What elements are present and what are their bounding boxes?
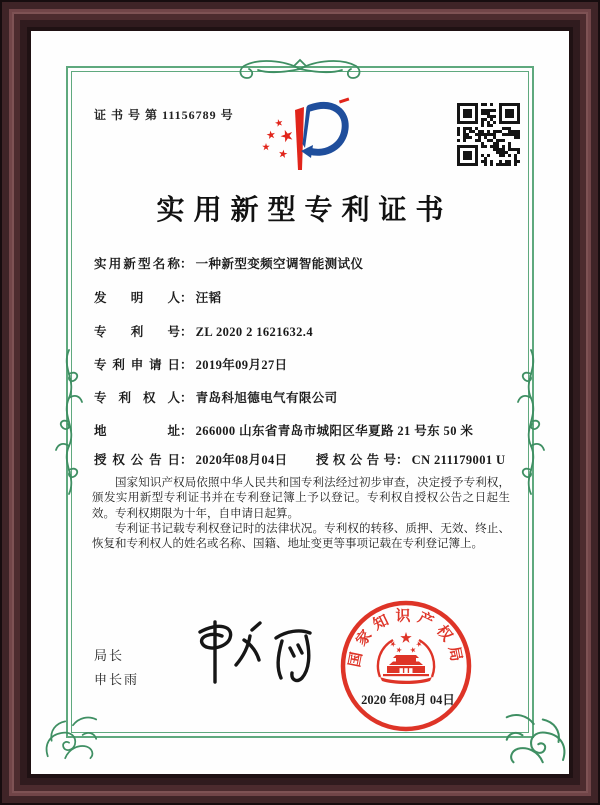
signer-title: 局长 <box>94 648 125 663</box>
field-row-filing-date <box>94 355 512 373</box>
field-label: 授权公告日 <box>94 453 180 467</box>
grant-number-group <box>316 450 505 468</box>
field-row-grant <box>94 450 512 468</box>
field-colon: ： <box>180 453 193 467</box>
official-seal <box>334 594 478 738</box>
field-label: 专利申请日 <box>94 358 180 372</box>
field-value: CN 211179001 U <box>411 453 506 467</box>
seal-date: 2020 年08月 04日 <box>361 693 455 707</box>
cnipa-logo-icon <box>243 94 357 186</box>
field-colon: ： <box>180 291 193 305</box>
field-row-inventor <box>94 288 512 306</box>
field-value: 2020年08月04日 <box>195 453 288 467</box>
field-colon: ： <box>180 257 193 271</box>
field-value: 青岛科旭德电气有限公司 <box>195 391 338 405</box>
field-label: 授权公告号 <box>316 453 396 467</box>
field-row-address <box>94 421 512 439</box>
signer-name: 申长雨 <box>94 672 140 687</box>
field-colon: ： <box>180 424 193 438</box>
field-label: 实用新型名称 <box>94 257 180 271</box>
body-paragraph: 国家知识产权局依照中华人民共和国专利法经过初步审查，决定授予专利权，颁发实用新型专利证书并在专利登记簿上予以登记。专利权自授权公告之日起生效。专利权期限为十年，自申请日起算。 <box>92 477 510 520</box>
field-row-patentee <box>94 388 512 406</box>
certificate-title: 实用新型专利证书 <box>156 195 453 226</box>
field-label: 发明人 <box>94 291 180 305</box>
field-colon: ： <box>396 453 409 467</box>
qr-code <box>457 103 520 166</box>
field-value: 2019年09月27日 <box>195 358 288 372</box>
field-value: 一种新型变频空调智能测试仪 <box>195 257 364 271</box>
field-row-patent-number <box>94 322 512 340</box>
director-signature <box>182 612 322 707</box>
field-label: 专利号 <box>94 325 180 339</box>
field-colon: ： <box>180 358 193 372</box>
body-paragraph: 专利证书记载专利权登记时的法律状况。专利权的转移、质押、无效、终止、恢复和专利权人的姓名或名称、国籍、地址变更等事项记载在专利登记簿上。 <box>92 522 510 551</box>
field-colon: ： <box>180 325 193 339</box>
field-row-name <box>94 254 512 272</box>
certificate-number: 证 书 号 第 11156789 号 <box>94 108 234 122</box>
field-label: 专利权人 <box>94 391 180 405</box>
field-value: ZL 2020 2 1621632.4 <box>195 325 313 339</box>
field-label: 地址 <box>94 424 180 438</box>
legal-body-text <box>92 476 510 552</box>
signer-block <box>94 644 139 692</box>
field-value: 汪韬 <box>195 291 222 305</box>
field-value: 266000 山东省青岛市城阳区华夏路 21 号东 50 米 <box>195 424 474 438</box>
field-colon: ： <box>180 391 193 405</box>
national-emblem-icon <box>378 632 434 684</box>
seal-ring-text: 国家知识产权局 <box>347 608 465 669</box>
